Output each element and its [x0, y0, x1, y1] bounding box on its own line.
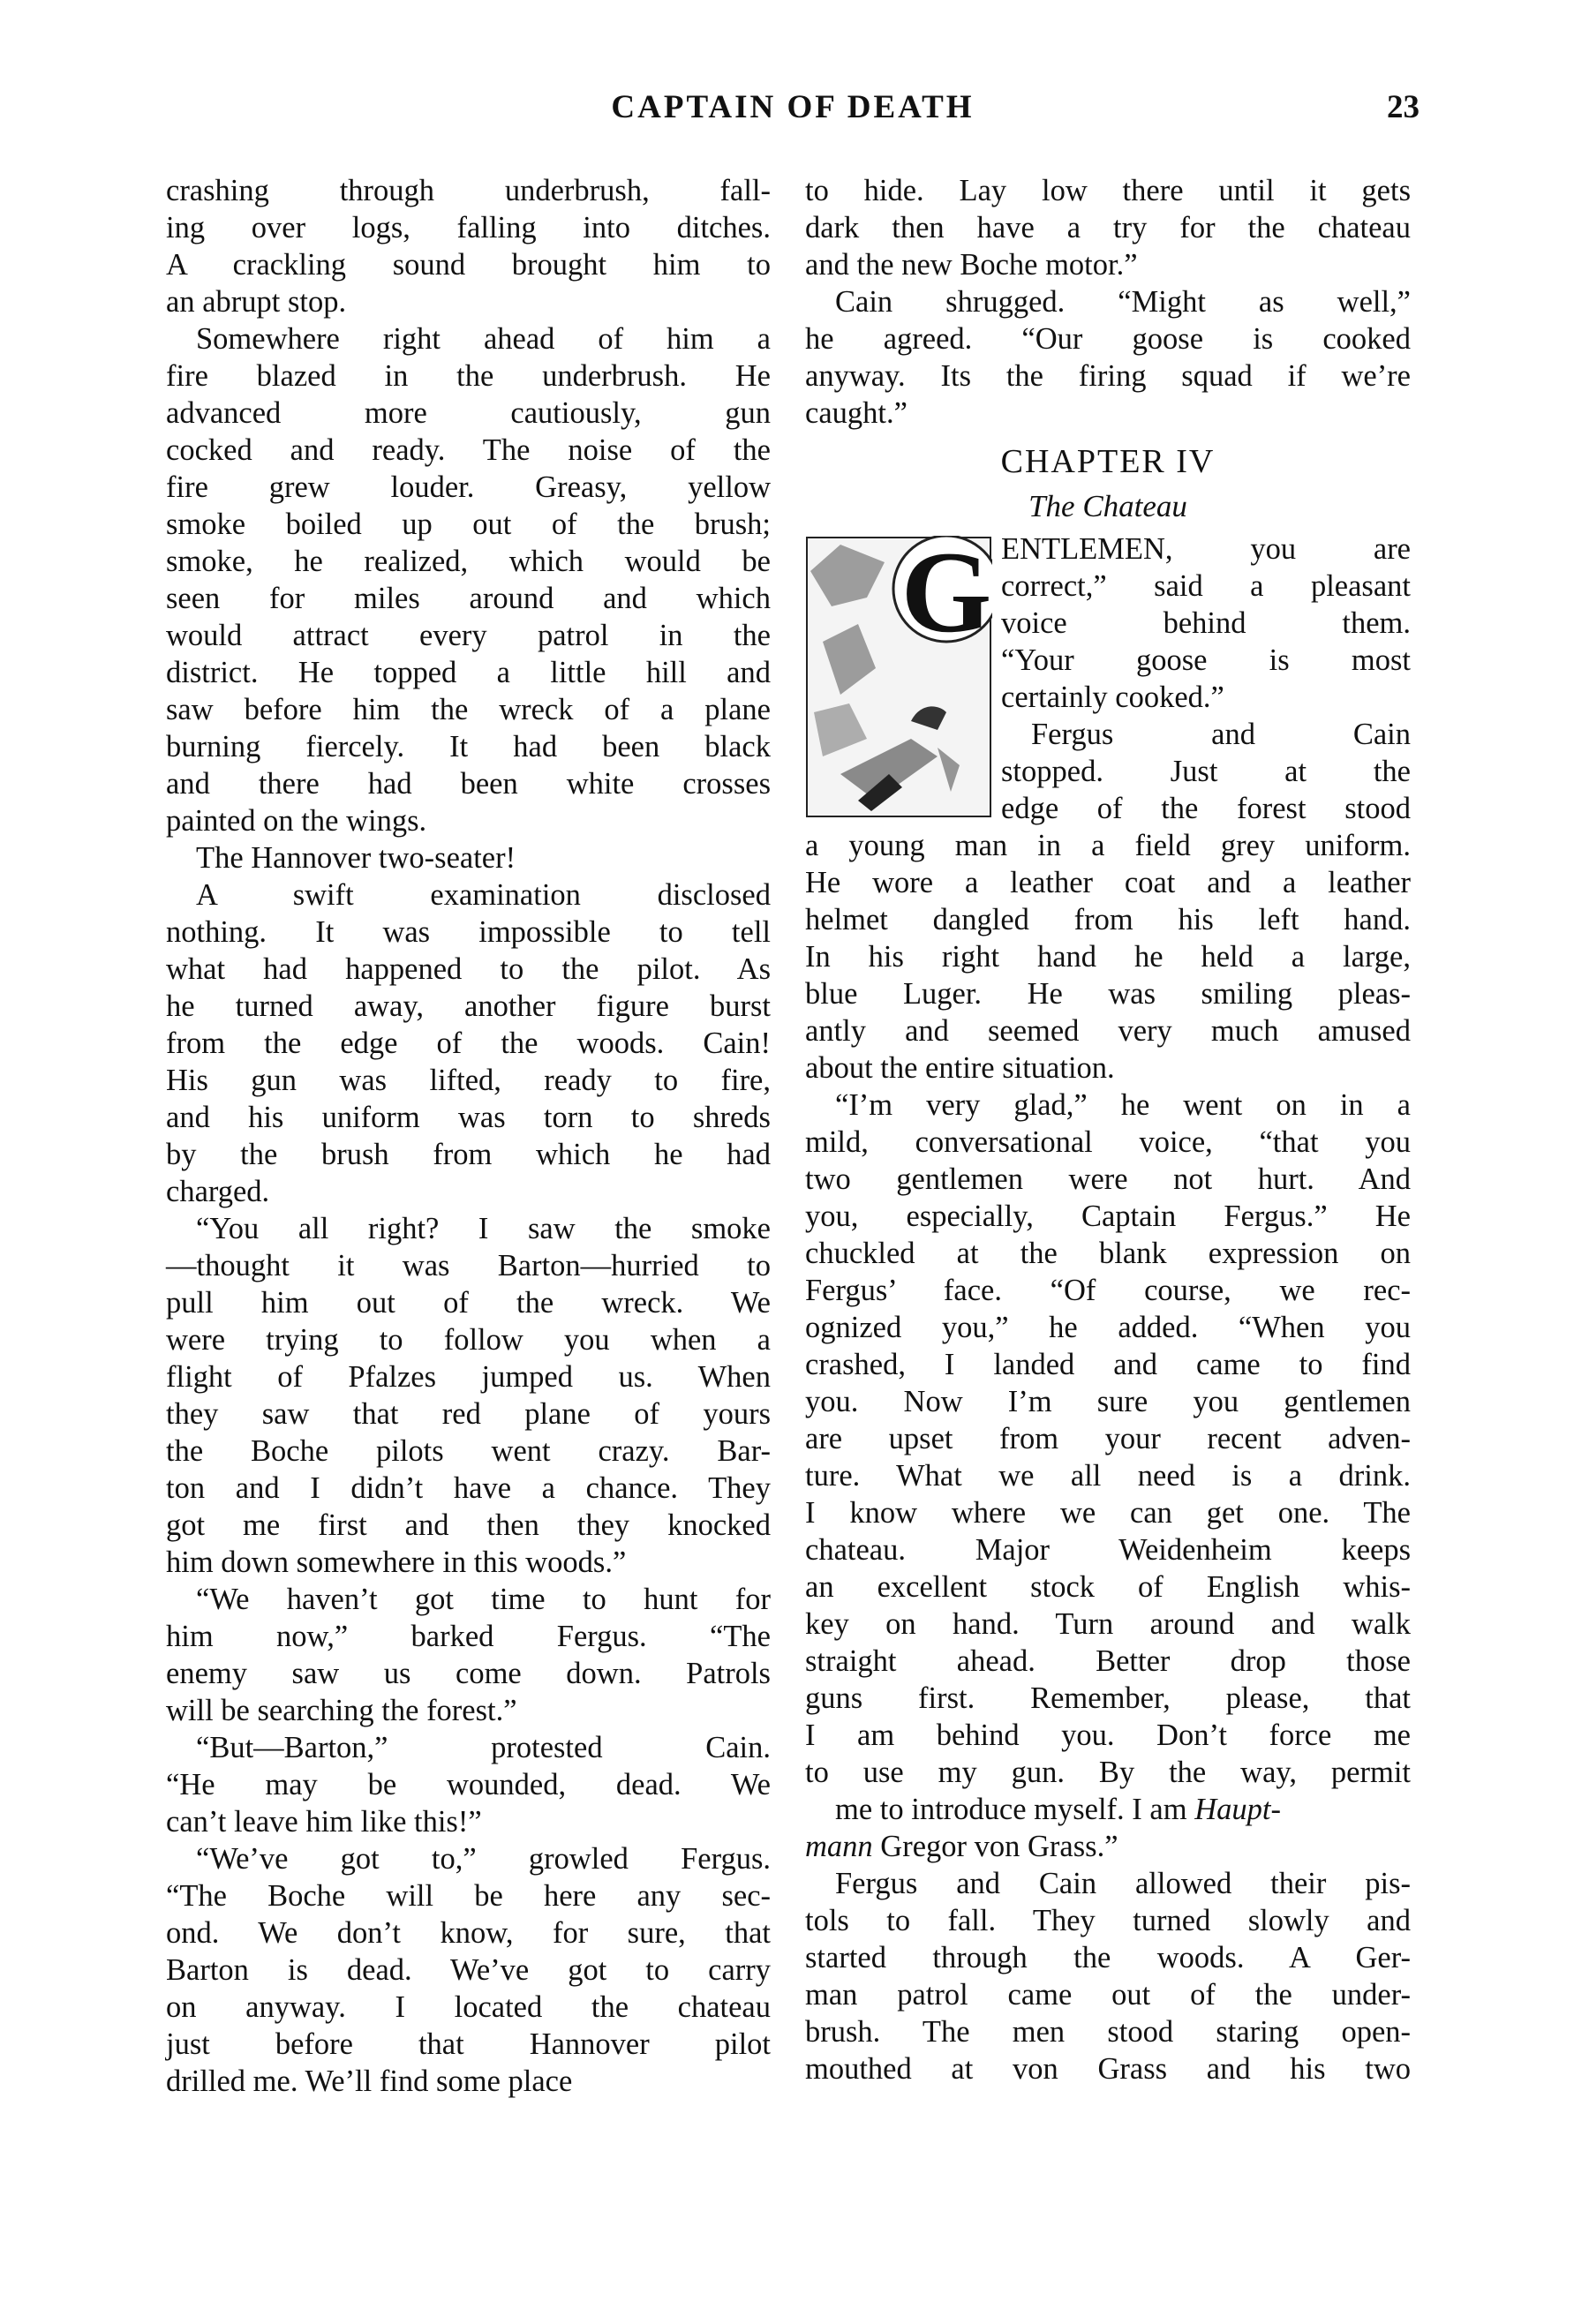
text-line: him down somewhere in this woods.”	[166, 1546, 627, 1579]
text-line: to hide. Lay low there until it gets	[805, 174, 1411, 207]
italic-word: Haupt-	[1194, 1793, 1281, 1826]
text-line: an abrupt stop.	[166, 285, 347, 319]
running-title: CAPTAIN OF DEATH	[611, 89, 975, 125]
text-line: he turned away, another figure burst	[166, 989, 771, 1023]
text-line: guns first. Remember, please, that	[805, 1681, 1411, 1715]
text-line: brush. The men stood staring open-	[805, 2015, 1411, 2049]
text-line: cocked and ready. The noise of the	[166, 433, 771, 467]
text-line: man patrol came out of the under-	[805, 1978, 1411, 2012]
text-line: “We’ve got to,” growled Fergus.	[196, 1842, 771, 1876]
text-line: just before that Hannover pilot	[166, 2027, 771, 2061]
text-line: seen for miles around and which	[166, 582, 771, 615]
text-line: ognized you,” he added. “When you	[805, 1311, 1411, 1344]
text-line: about the entire situation.	[805, 1051, 1115, 1085]
text-line: on anyway. I located the chateau	[166, 1990, 771, 2024]
text-line: and the new Boche motor.”	[805, 248, 1138, 282]
text-line: anyway. Its the firing squad if we’re	[805, 359, 1411, 393]
text-line: dark then have a try for the chateau	[805, 211, 1411, 244]
text-line: antly and seemed very much amused	[805, 1014, 1411, 1048]
text-line: to use my gun. By the way, permit	[805, 1756, 1411, 1789]
text-line: saw before him the wreck of a plane	[166, 693, 771, 726]
text-line: two gentlemen were not hurt. And	[805, 1162, 1411, 1196]
text-line: “We haven’t got time to hunt for	[196, 1583, 771, 1616]
text-line: fire grew louder. Greasy, yellow	[166, 470, 771, 504]
text-line: A swift examination disclosed	[196, 878, 771, 912]
text-fragment: Gregor von Grass.”	[880, 1830, 1118, 1863]
text-line: caught.”	[805, 396, 907, 430]
text-line: district. He topped a little hill and	[166, 656, 771, 689]
text-line: Fergus and Cain	[1031, 718, 1411, 751]
text-line: crashing through underbrush, fall-	[166, 174, 771, 207]
right-column-main-text	[805, 827, 1411, 1791]
text-line: I am behind you. Don’t force me	[805, 1719, 1411, 1752]
text-line: Barton is dead. We’ve got to carry	[166, 1953, 771, 1987]
text-line: and his uniform was torn to shreds	[166, 1101, 771, 1134]
text-line: painted on the wings.	[166, 804, 427, 838]
text-line: ENTLEMEN, you are	[1001, 532, 1411, 566]
right-column	[805, 172, 1411, 2087]
text-line: will be searching the forest.”	[166, 1694, 517, 1727]
text-line: a young man in a field grey uniform.	[805, 829, 1411, 862]
text-line	[805, 1828, 1411, 1865]
text-line: stopped. Just at the	[1001, 755, 1411, 788]
running-head	[166, 88, 1420, 141]
text-line: Cain shrugged. “Might as well,”	[835, 285, 1411, 319]
text-line: burning fiercely. It had been black	[166, 730, 771, 763]
text-line: are upset from your recent adven-	[805, 1422, 1411, 1455]
text-line: Fergus and Cain allowed their pis-	[835, 1867, 1411, 1900]
text-fragment: me to introduce myself. I am	[835, 1793, 1195, 1826]
drop-cap-wrapped-text	[1001, 530, 1411, 827]
text-line: helmet dangled from his left hand.	[805, 903, 1411, 936]
text-line: A crackling sound brought him to	[166, 248, 771, 282]
text-line: him now,” barked Fergus. “The	[166, 1620, 771, 1653]
text-line: ing over logs, falling into ditches.	[166, 211, 771, 244]
chapter-title: The Chateau	[1028, 489, 1187, 523]
text-line: Somewhere right ahead of him a	[196, 322, 771, 356]
drop-cap-paragraph	[805, 530, 1411, 827]
text-line: chuckled at the blank expression on	[805, 1237, 1411, 1270]
italic-word: mann	[805, 1830, 873, 1863]
text-line	[805, 1791, 1411, 1828]
text-line: nothing. It was impossible to tell	[166, 915, 771, 949]
text-line: an excellent stock of English whis-	[805, 1570, 1411, 1604]
text-line: from the edge of the woods. Cain!	[166, 1027, 771, 1060]
text-line: they saw that red plane of yours	[166, 1397, 771, 1431]
text-line: can’t leave him like this!”	[166, 1805, 482, 1839]
text-line: drilled me. We’ll find some place	[166, 2065, 573, 2098]
text-line: flight of Pfalzes jumped us. When	[166, 1360, 771, 1394]
text-line: ond. We don’t know, for sure, that	[166, 1916, 771, 1950]
text-line: advanced more cautiously, gun	[166, 396, 771, 430]
right-column-final-text	[805, 1865, 1411, 2087]
text-line: blue Luger. He was smiling pleas-	[805, 977, 1411, 1011]
text-line: smoke boiled up out of the brush;	[166, 508, 771, 541]
left-column	[166, 172, 771, 2100]
text-line: —thought it was Barton—hurried to	[166, 1249, 771, 1282]
text-line: He wore a leather coat and a leather	[805, 866, 1411, 899]
page-number: 23	[1387, 89, 1420, 125]
text-line: enemy saw us come down. Patrols	[166, 1657, 771, 1690]
text-line: tols to fall. They turned slowly and	[805, 1904, 1411, 1937]
text-line: smoke, he realized, which would be	[166, 545, 771, 578]
drop-cap-g-icon	[805, 536, 992, 818]
text-line: you. Now I’m sure you gentlemen	[805, 1385, 1411, 1418]
text-line: what had happened to the pilot. As	[166, 952, 771, 986]
chapter-heading: CHAPTER IV	[1000, 443, 1216, 480]
right-column-top-text	[805, 172, 1411, 432]
text-line: straight ahead. Better drop those	[805, 1644, 1411, 1678]
text-line: “The Boche will be here any sec-	[166, 1879, 771, 1913]
text-line: Fergus’ face. “Of course, we rec-	[805, 1274, 1411, 1307]
svg-text:G: G	[900, 536, 992, 657]
drop-cap-illustration	[805, 536, 992, 818]
text-line: ture. What we all need is a drink.	[805, 1459, 1411, 1493]
text-line: and there had been white crosses	[166, 767, 771, 801]
text-line: “But—Barton,” protested Cain.	[196, 1731, 771, 1764]
text-line: got me first and then they knocked	[166, 1508, 771, 1542]
text-line: mild, conversational voice, “that you	[805, 1125, 1411, 1159]
text-line: he agreed. “Our goose is cooked	[805, 322, 1411, 356]
text-line: chateau. Major Weidenheim keeps	[805, 1533, 1411, 1567]
text-line: edge of the forest stood	[1001, 792, 1411, 825]
text-line: “Your goose is most	[1001, 643, 1411, 677]
text-line: mouthed at von Grass and his two	[805, 2052, 1411, 2086]
text-line: I know where we can get one. The	[805, 1496, 1411, 1530]
text-line: fire blazed in the underbrush. He	[166, 359, 771, 393]
text-line: the Boche pilots went crazy. Bar-	[166, 1434, 771, 1468]
text-line: were trying to follow you when a	[166, 1323, 771, 1357]
text-line: “You all right? I saw the smoke	[196, 1212, 771, 1245]
text-line: by the brush from which he had	[166, 1138, 771, 1171]
text-line: charged.	[166, 1175, 270, 1208]
text-line: you, especially, Captain Fergus.” He	[805, 1200, 1411, 1233]
text-line: crashed, I landed and came to find	[805, 1348, 1411, 1381]
text-line: started through the woods. A Ger-	[805, 1941, 1411, 1974]
text-line: certainly cooked.”	[1001, 681, 1224, 714]
text-line: would attract every patrol in the	[166, 619, 771, 652]
text-line: voice behind them.	[1001, 606, 1411, 640]
text-line: ton and I didn’t have a chance. They	[166, 1471, 771, 1505]
text-line: The Hannover two-seater!	[196, 841, 516, 875]
text-line: “He may be wounded, dead. We	[166, 1768, 771, 1801]
text-line: His gun was lifted, ready to fire,	[166, 1064, 771, 1097]
text-line: In his right hand he held a large,	[805, 940, 1411, 974]
text-line: correct,” said a pleasant	[1001, 569, 1411, 603]
text-line: key on hand. Turn around and walk	[805, 1607, 1411, 1641]
text-line: pull him out of the wreck. We	[166, 1286, 771, 1320]
text-line: “I’m very glad,” he went on in a	[835, 1088, 1411, 1122]
